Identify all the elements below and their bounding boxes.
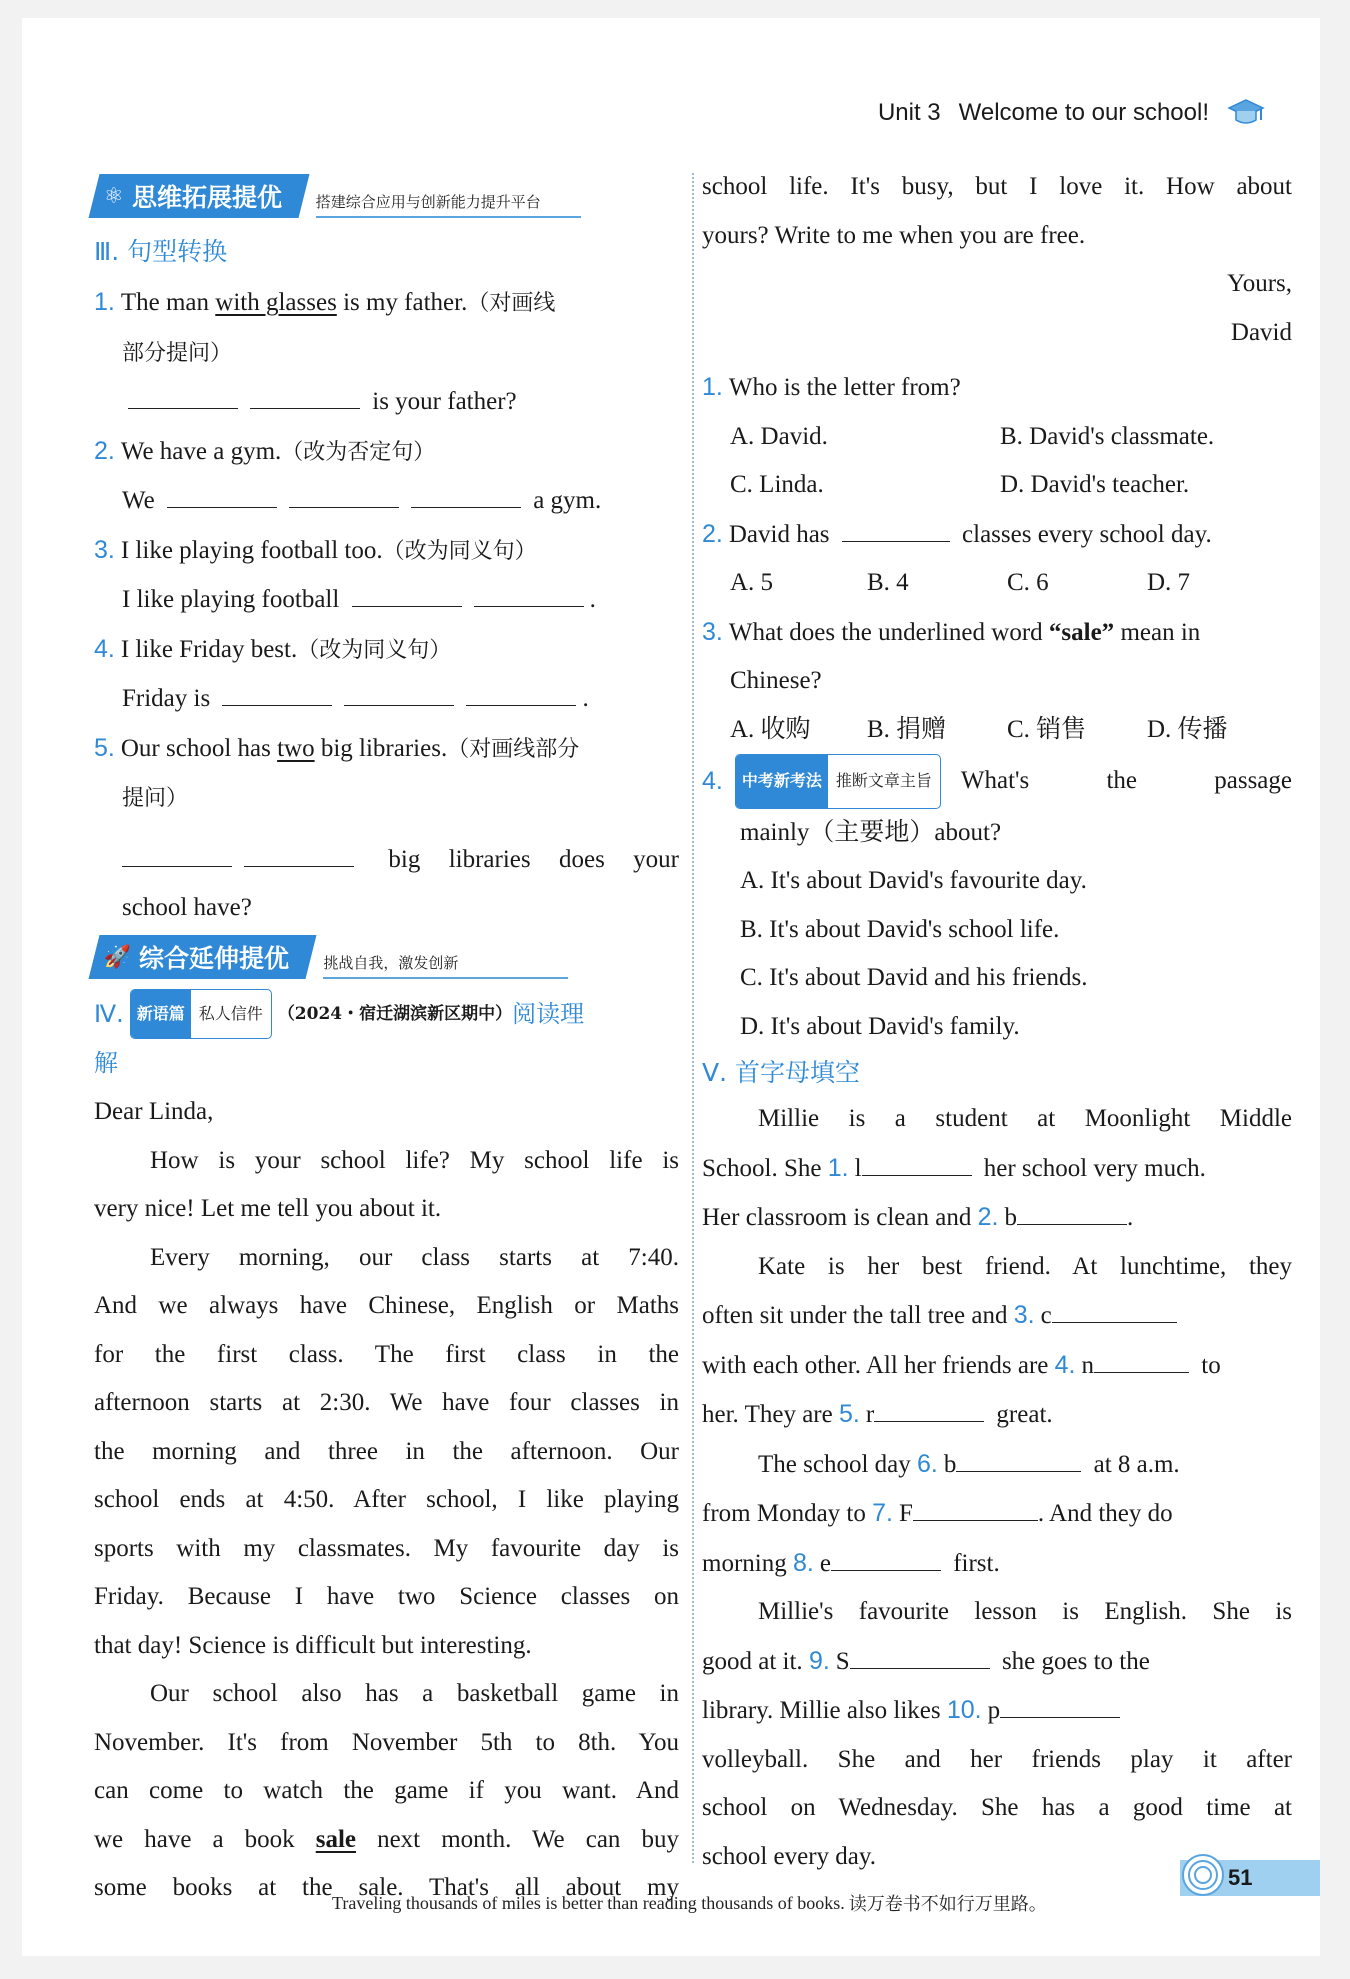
cloze-text: first. — [953, 1549, 1000, 1577]
first-letter: b — [1004, 1204, 1017, 1231]
option[interactable]: D. 7 — [1147, 569, 1191, 596]
reading-q1 — [702, 363, 1292, 413]
banner-tag — [89, 174, 310, 218]
cloze-line — [702, 1686, 1292, 1736]
letter-closing: Yours, — [1227, 270, 1292, 297]
answer-blank[interactable] — [913, 1496, 1038, 1521]
answer-blank[interactable] — [289, 483, 399, 508]
instruction: （对画线部分 — [447, 736, 580, 762]
cloze-line: Kate is her best friend. At lunchtime, they — [758, 1252, 1292, 1280]
question-4 — [94, 625, 679, 676]
blank-number: 6. — [916, 1449, 938, 1478]
answer-blank[interactable] — [352, 582, 462, 607]
first-letter: p — [987, 1697, 1001, 1724]
letter-line: yours? Write to me when you are free. — [702, 221, 1086, 249]
reading-q3 — [702, 608, 1292, 658]
cloze-line — [702, 1193, 1292, 1243]
option[interactable]: B. It's about David's school life. — [740, 915, 1060, 943]
answer-blank[interactable] — [411, 483, 521, 508]
option[interactable]: B. David's classmate. — [1000, 422, 1215, 450]
workbook-page — [22, 18, 1320, 1956]
options — [702, 706, 1292, 755]
cloze-text: The school day — [758, 1450, 911, 1478]
letter-line: And we always have Chinese, English or Maths — [94, 1292, 679, 1319]
option[interactable]: B. 4 — [867, 569, 909, 596]
blank-number: 8. — [792, 1548, 814, 1577]
tag-pill — [735, 754, 941, 809]
option[interactable]: B. 捐赠 — [867, 715, 947, 743]
cloze-text: School. She — [702, 1154, 822, 1182]
first-letter: l — [854, 1154, 862, 1182]
question-number: 3. — [94, 535, 115, 564]
atom-icon: ⚛ — [104, 183, 124, 209]
answer-blank[interactable] — [167, 483, 277, 508]
footer-english: Traveling thousands of miles is better than reading thousands of books. — [332, 1892, 845, 1913]
footer-chinese: 读万卷书不如行万里路。 — [848, 1894, 1047, 1915]
section-number: Ⅳ. — [94, 999, 124, 1028]
cloze-line: school every day. — [702, 1842, 877, 1870]
answer-blank[interactable] — [128, 384, 238, 409]
question-text: Our school has — [120, 734, 278, 762]
answer-line — [94, 884, 679, 933]
question-text: We have a gym. — [120, 437, 282, 465]
reading-q2 — [702, 510, 1292, 560]
letter-greeting: Dear Linda, — [94, 1098, 214, 1125]
question-5 — [94, 724, 679, 775]
instruction: （对画线 — [467, 291, 556, 316]
section4-heading — [94, 989, 679, 1039]
question-text: What does the underlined word — [728, 618, 1049, 646]
answer-line — [94, 378, 679, 427]
answer-blank[interactable] — [344, 681, 454, 706]
answer-blank[interactable] — [956, 1447, 1081, 1472]
answer-blank[interactable] — [250, 384, 360, 409]
cloze-text: from Monday to — [702, 1500, 866, 1527]
section-title: Ⅴ. 首字母填空 — [702, 1058, 860, 1087]
column-divider — [692, 173, 694, 1863]
cloze-line — [702, 1291, 1292, 1341]
first-letter: c — [1040, 1302, 1052, 1329]
options — [702, 559, 1292, 608]
highlighted-word: “sale” — [1048, 618, 1115, 646]
cloze-text: . — [1126, 1204, 1134, 1231]
question-1 — [94, 278, 679, 329]
first-letter: n — [1081, 1351, 1095, 1379]
cloze-line — [702, 1539, 1292, 1589]
blank-number: 5. — [838, 1400, 860, 1428]
section-title: 解 — [94, 1048, 118, 1077]
option[interactable]: D. It's about David's family. — [740, 1012, 1020, 1040]
answer-text: . — [582, 685, 589, 712]
answer-blank[interactable] — [1017, 1200, 1127, 1225]
blank-number: 7. — [872, 1499, 893, 1527]
first-letter: F — [898, 1500, 913, 1527]
question-number: 1. — [702, 373, 723, 401]
answer-blank[interactable] — [874, 1397, 984, 1422]
answer-text: is your father? — [372, 388, 517, 415]
cloze-line: volleyball. She and her friends play it after — [702, 1745, 1292, 1773]
question-number: 3. — [702, 617, 723, 646]
answer-blank[interactable] — [1094, 1348, 1189, 1373]
cloze-line — [702, 1341, 1292, 1391]
cloze-line — [702, 1144, 1292, 1194]
answer-text: a gym. — [533, 487, 602, 514]
banner-subtitle: 挑战自我，激发创新 — [323, 952, 568, 979]
letter-line: school ends at 4:50. After school, I like playing — [94, 1486, 679, 1513]
letter-line: very nice! Let me tell you about it. — [94, 1195, 442, 1222]
footer-quote — [332, 1890, 1047, 1916]
answer-text: . — [589, 586, 596, 613]
letter-line: sports with my classmates. My favourite day is — [94, 1534, 679, 1562]
cloze-text: her. They are — [702, 1401, 833, 1428]
letter-line: Friday. Because I have two Science classes on — [94, 1583, 679, 1610]
rocket-icon: 🚀 — [104, 944, 132, 969]
option[interactable]: A. 收购 — [730, 715, 811, 743]
option[interactable]: D. 传播 — [1147, 715, 1228, 743]
cloze-text: at 8 a.m. — [1093, 1450, 1180, 1478]
answer-line — [94, 836, 679, 885]
question-text: The man — [120, 289, 216, 316]
answer-blank[interactable] — [466, 681, 576, 706]
first-letter: b — [943, 1450, 957, 1478]
source-note: （2024・宿迁湖滨新区期中） — [277, 1003, 513, 1024]
blank-number: 4. — [1054, 1350, 1076, 1379]
banner-extension — [94, 939, 679, 979]
pill-left: 新语篇 — [131, 990, 191, 1038]
blank-number: 10. — [946, 1696, 982, 1724]
unit-number: Unit 3 — [877, 99, 941, 126]
option[interactable]: A. 5 — [730, 569, 774, 596]
unit-title: Welcome to our school! — [958, 99, 1209, 126]
banner-label: 综合延伸提优 — [139, 943, 290, 973]
options — [702, 413, 1292, 462]
letter-line: the morning and three in the afternoon. Our — [94, 1437, 679, 1465]
cloze-text: her school very much. — [983, 1154, 1206, 1182]
blank-number: 9. — [808, 1646, 830, 1675]
option[interactable]: C. Linda. — [730, 471, 824, 498]
question-text: mainly（主要地）about? — [740, 818, 1002, 846]
question-text: is my father. — [336, 289, 468, 316]
cloze-text: Her classroom is clean and — [702, 1204, 972, 1231]
answer-blank[interactable] — [222, 681, 332, 706]
option[interactable]: C. 销售 — [1007, 715, 1087, 743]
letter-line: Our school also has a basketball game in — [150, 1680, 679, 1707]
answer-line — [94, 576, 679, 625]
answer-blank[interactable] — [1052, 1298, 1177, 1323]
question-number: 2. — [702, 519, 723, 548]
cloze-line: Millie is a student at Moonlight Middle — [758, 1105, 1292, 1132]
pill-right: 推断文章主旨 — [835, 771, 932, 790]
letter-line: for the first class. The first class in the — [94, 1340, 679, 1368]
instruction: （改为同义句） — [382, 538, 537, 564]
question-text: big libraries. — [314, 734, 448, 762]
instruction: 提问） — [122, 786, 189, 811]
cloze-text: often sit under the tall tree and — [702, 1302, 1008, 1329]
answer-text: I like playing football — [122, 586, 340, 613]
first-letter: S — [835, 1647, 850, 1675]
answer-blank[interactable] — [862, 1151, 972, 1176]
cloze-text: good at it. — [702, 1647, 803, 1675]
option[interactable]: D. David's teacher. — [1000, 471, 1190, 498]
question-text: I like Friday best. — [120, 635, 298, 663]
answer-blank[interactable] — [842, 517, 950, 542]
swirl-icon — [1180, 1852, 1226, 1898]
question-text: Who is the letter from? — [728, 374, 961, 401]
letter-line: school life. It's busy, but I love it. How about — [702, 173, 1292, 200]
reading-q4 — [702, 754, 1292, 809]
question-number: 2. — [94, 436, 115, 465]
answer-blank[interactable] — [474, 582, 584, 607]
question-3 — [94, 526, 679, 577]
cloze-text: great. — [996, 1401, 1053, 1428]
instruction: 部分提问） — [122, 340, 233, 366]
section-title-cont — [94, 1039, 679, 1089]
question-text: I like playing football too. — [120, 536, 383, 564]
cloze-text: library. Millie also likes — [702, 1697, 941, 1724]
answer-blank[interactable] — [122, 842, 232, 867]
cloze-text: she goes to the — [1001, 1647, 1150, 1675]
question-text: David has — [728, 520, 830, 548]
option[interactable]: C. It's about David and his friends. — [740, 964, 1088, 991]
right-column — [702, 163, 1292, 1881]
blank-number: 2. — [977, 1203, 999, 1231]
letter-line: some books at the sale. That's all about my — [94, 1874, 679, 1901]
first-letter: r — [865, 1401, 875, 1428]
question-number: 5. — [94, 733, 115, 762]
answer-text: Friday is — [122, 685, 211, 712]
letter-text: next month. We can buy — [356, 1825, 679, 1853]
letter-line: that day! Science is difficult but interesting. — [94, 1631, 532, 1659]
pill-left: 中考新考法 — [736, 755, 828, 808]
cloze-line: Millie's favourite lesson is English. She is — [758, 1598, 1292, 1625]
page-number-text: 51 — [1228, 1865, 1253, 1890]
banner-tag — [89, 935, 317, 979]
underlined-phrase: with glasses — [215, 289, 337, 316]
cloze-line: school on Wednesday. She has a good time at — [702, 1794, 1292, 1821]
letter-line: How is your school life? My school life is — [150, 1146, 679, 1174]
section-title: 阅读理 — [512, 999, 585, 1028]
banner-label: 思维拓展提优 — [131, 183, 282, 212]
cloze-line — [702, 1440, 1292, 1490]
option[interactable]: A. David. — [730, 422, 828, 450]
options — [702, 461, 1292, 510]
letter-line: Every morning, our class starts at 7:40. — [150, 1243, 679, 1271]
question-number: 4. — [702, 767, 723, 795]
graduation-cap-icon — [1227, 96, 1265, 130]
question-number: 4. — [94, 634, 115, 663]
answer-text: We — [122, 487, 155, 514]
underlined-phrase: two — [277, 734, 315, 762]
question-text: mean in — [1114, 618, 1201, 646]
section-title: Ⅲ. 句型转换 — [94, 237, 228, 266]
letter-signature: David — [1230, 318, 1292, 346]
cloze-line — [702, 1390, 1292, 1440]
answer-text: big libraries does your — [388, 845, 679, 873]
pill-right: 私人信件 — [198, 1003, 263, 1023]
cloze-text: with each other. All her friends are — [702, 1351, 1049, 1379]
answer-line — [94, 675, 679, 724]
tag-pill — [130, 989, 272, 1039]
instruction-line — [94, 774, 679, 824]
unit-header — [878, 96, 1265, 130]
option[interactable]: A. It's about David's favourite day. — [740, 867, 1087, 894]
left-column — [94, 178, 679, 1913]
instruction: （改为否定句） — [281, 439, 436, 465]
banner-subtitle: 搭建综合应用与创新能力提升平台 — [316, 191, 581, 218]
answer-blank[interactable] — [831, 1546, 941, 1571]
letter-line: can come to watch the game if you want. And — [94, 1777, 679, 1804]
letter-line — [94, 1816, 679, 1865]
blank-number: 3. — [1013, 1301, 1035, 1329]
answer-text: school have? — [122, 894, 252, 921]
answer-blank[interactable] — [244, 842, 354, 867]
letter-line: afternoon starts at 2:30. We have four classes in — [94, 1389, 679, 1416]
instruction: （改为同义句） — [297, 637, 452, 663]
answer-line — [94, 477, 679, 526]
question-text: What's the passage — [960, 767, 1292, 794]
answer-blank[interactable] — [850, 1644, 990, 1669]
underlined-word: sale — [315, 1825, 357, 1853]
letter-text: we have a book — [94, 1825, 316, 1853]
first-letter: e — [819, 1549, 831, 1577]
question-number: 1. — [94, 288, 115, 316]
option[interactable]: C. 6 — [1007, 569, 1049, 596]
answer-blank[interactable] — [1000, 1693, 1120, 1718]
cloze-text: . And they do — [1037, 1500, 1173, 1527]
letter-line: November. It's from November 5th to 8th. You — [94, 1728, 679, 1756]
instruction-line — [94, 329, 679, 379]
cloze-line — [702, 1489, 1292, 1539]
banner-thinking — [94, 178, 679, 218]
question-2 — [94, 427, 679, 478]
cloze-line — [702, 1637, 1292, 1687]
question-text: classes every school day. — [962, 520, 1212, 548]
cloze-text: to — [1201, 1351, 1221, 1379]
cloze-text: morning — [702, 1549, 787, 1577]
question-text: Chinese? — [730, 667, 822, 694]
blank-number: 1. — [827, 1153, 849, 1182]
